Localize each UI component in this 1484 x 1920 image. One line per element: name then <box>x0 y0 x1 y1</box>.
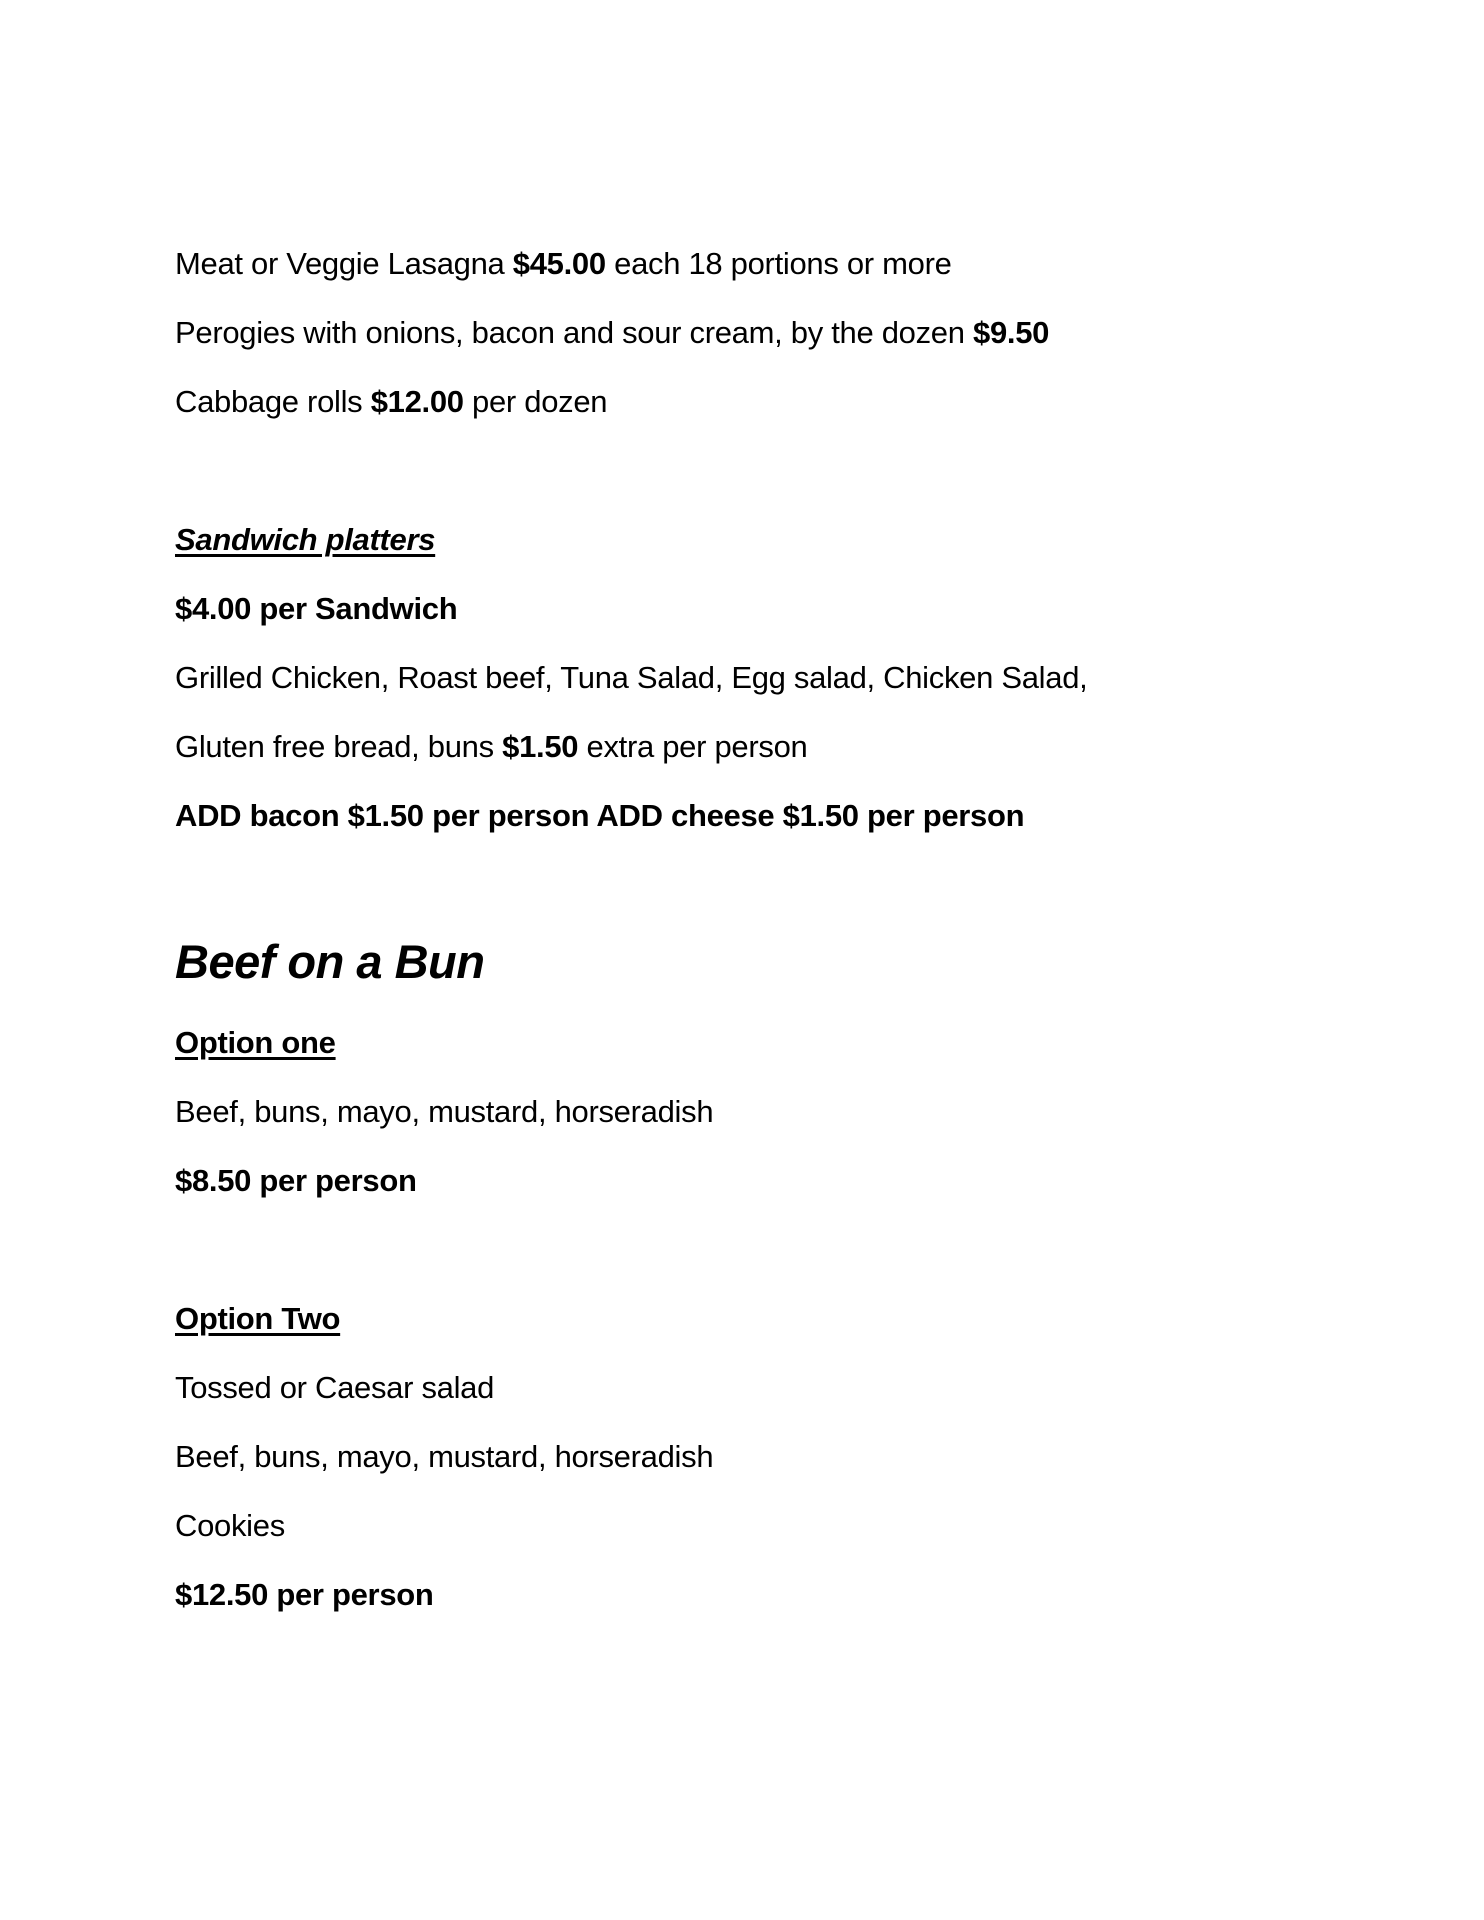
option-one-heading: Option one <box>175 1025 336 1060</box>
lasagna-line <box>175 246 952 282</box>
sandwich-addons: ADD bacon $1.50 per person ADD cheese $1.50 per person <box>175 798 1025 833</box>
gluten-free-line <box>175 729 807 765</box>
gluten-free-price: $1.50 <box>502 729 579 764</box>
sandwich-fillings: Grilled Chicken, Roast beef, Tuna Salad, Egg salad, Chicken Salad, <box>175 660 1088 695</box>
cabbage-rolls-line <box>175 384 607 420</box>
option-one-items: Beef, buns, mayo, mustard, horseradish <box>175 1094 714 1129</box>
lasagna-note: each 18 portions or more <box>605 246 952 281</box>
perogies-price: $9.50 <box>973 315 1050 350</box>
option-two-price: $12.50 per person <box>175 1577 434 1612</box>
option-two-cookies: Cookies <box>175 1508 285 1543</box>
cabbage-rolls-unit: per dozen <box>463 384 608 419</box>
perogies-description: Perogies with onions, bacon and sour cream, by the dozen <box>175 315 973 350</box>
lasagna-description: Meat or Veggie Lasagna <box>175 246 513 281</box>
option-two-heading: Option Two <box>175 1301 341 1336</box>
gluten-free-description: Gluten free bread, buns <box>175 729 503 764</box>
lasagna-price: $45.00 <box>512 246 606 281</box>
sandwich-platters-heading: Sandwich platters <box>175 522 436 557</box>
perogies-line <box>175 315 1049 351</box>
beef-on-a-bun-heading: Beef on a Bun <box>175 935 485 988</box>
option-one-price: $8.50 per person <box>175 1163 417 1198</box>
option-two-salad: Tossed or Caesar salad <box>175 1370 495 1405</box>
gluten-free-note: extra per person <box>578 729 808 764</box>
cabbage-rolls-description: Cabbage rolls <box>175 384 371 419</box>
option-two-items: Beef, buns, mayo, mustard, horseradish <box>175 1439 714 1474</box>
sandwich-price-line: $4.00 per Sandwich <box>175 591 458 626</box>
cabbage-rolls-price: $12.00 <box>370 384 464 419</box>
